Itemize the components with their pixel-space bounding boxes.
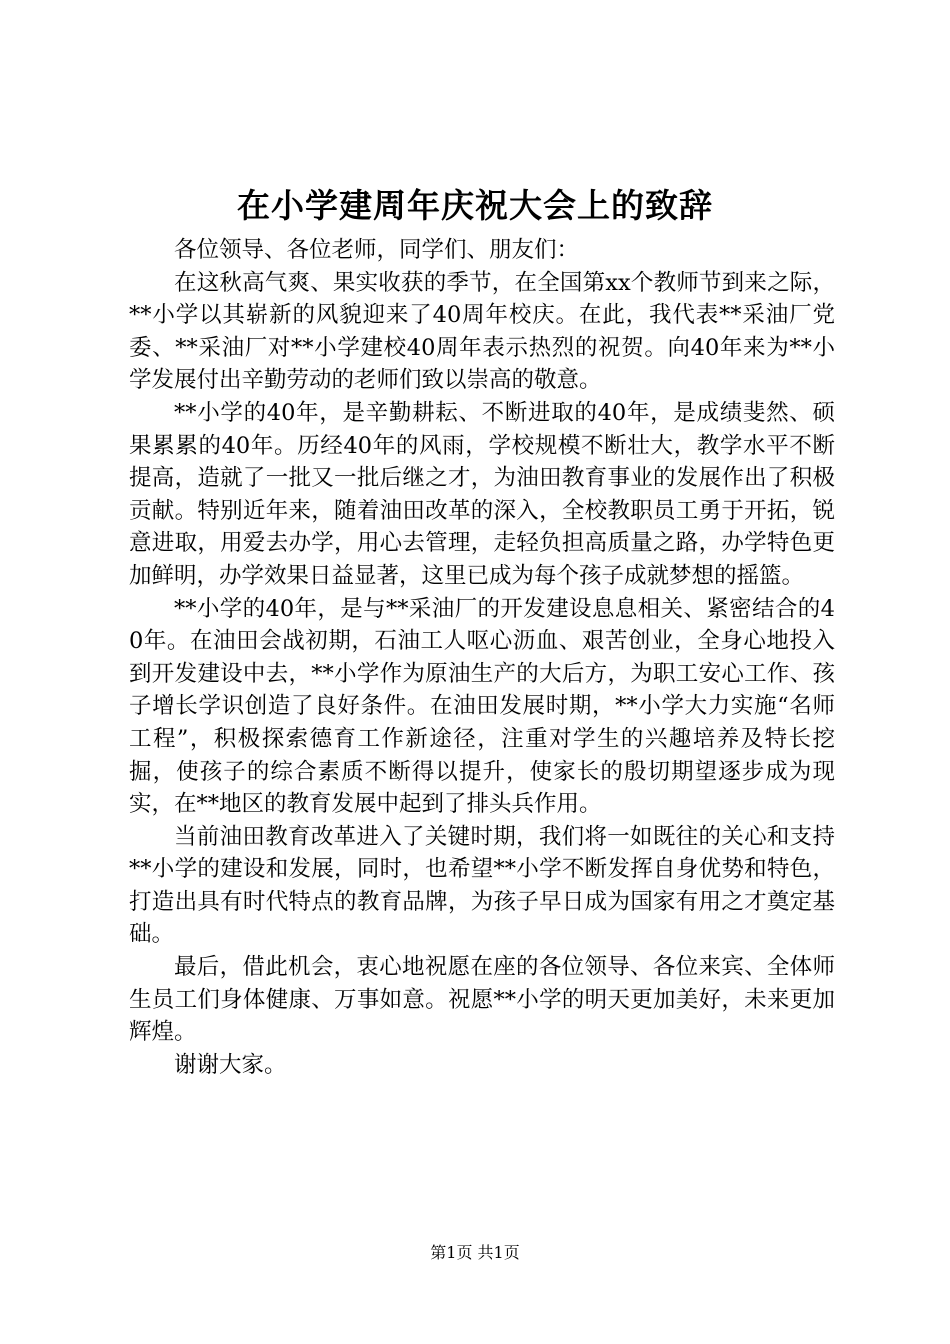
page-footer: 第1页 共1页 xyxy=(430,1243,520,1262)
body-paragraph: **小学的40年，是辛勤耕耘、不断进取的40年，是成绩斐然、硕果累累的40年。历经40年的风雨，学校规模不断壮大，教学水平不断提高，造就了一批又一批后继之才，为油田教育事业的发展作出了积极贡献。特别近年来，随着油田改革的深入，全校教职员工勇于开拓，锐意进取，用爱去办学，用心去管理，走轻负担高质量之路，办学特色更加鲜明，办学效果日益显著，这里已成为每个孩子成就梦想的摇篮。 xyxy=(129,399,835,589)
closing-paragraph: 谢谢大家。 xyxy=(174,1051,287,1078)
body-paragraph: 在这秋高气爽、果实收获的季节，在全国第xx个教师节到来之际，**小学以其崭新的风貌迎来了40周年校庆。在此，我代表**采油厂党委、**采油厂对**小学建校40周年表示热烈的祝贺。向40年来为**小学发展付出辛勤劳动的老师们致以崇高的敬意。 xyxy=(129,269,835,394)
body-paragraph: 当前油田教育改革进入了关键时期，我们将一如既往的关心和支持**小学的建设和发展，同时，也希望**小学不断发挥自身优势和特色，打造出具有时代特点的教育品牌，为孩子早日成为国家有用之才奠定基础。 xyxy=(129,823,835,948)
body-paragraph: **小学的40年，是与**采油厂的开发建设息息相关、紧密结合的40年。在油田会战初期，石油工人呕心沥血、艰苦创业，全身心地投入到开发建设中去，**小学作为原油生产的大后方，为职工安心工作、孩子增长学识创造了良好条件。在油田发展时期，**小学大力实施“名师工程”，积极探索德育工作新途径，注重对学生的兴趣培养及特长挖掘，使孩子的综合素质不断得以提升，使家长的殷切期望逐步成为现实，在**地区的教育发展中起到了排头兵作用。 xyxy=(129,595,835,818)
salutation-paragraph: 各位领导、各位老师，同学们、朋友们： xyxy=(174,237,580,263)
document-title: 在小学建周年庆祝大会上的致辞 xyxy=(237,186,713,225)
document-body xyxy=(129,234,835,1081)
body-paragraph: 最后，借此机会，衷心地祝愿在座的各位领导、各位来宾、全体师生员工们身体健康、万事如意。祝愿**小学的明天更加美好，未来更加辉煌。 xyxy=(129,954,835,1046)
